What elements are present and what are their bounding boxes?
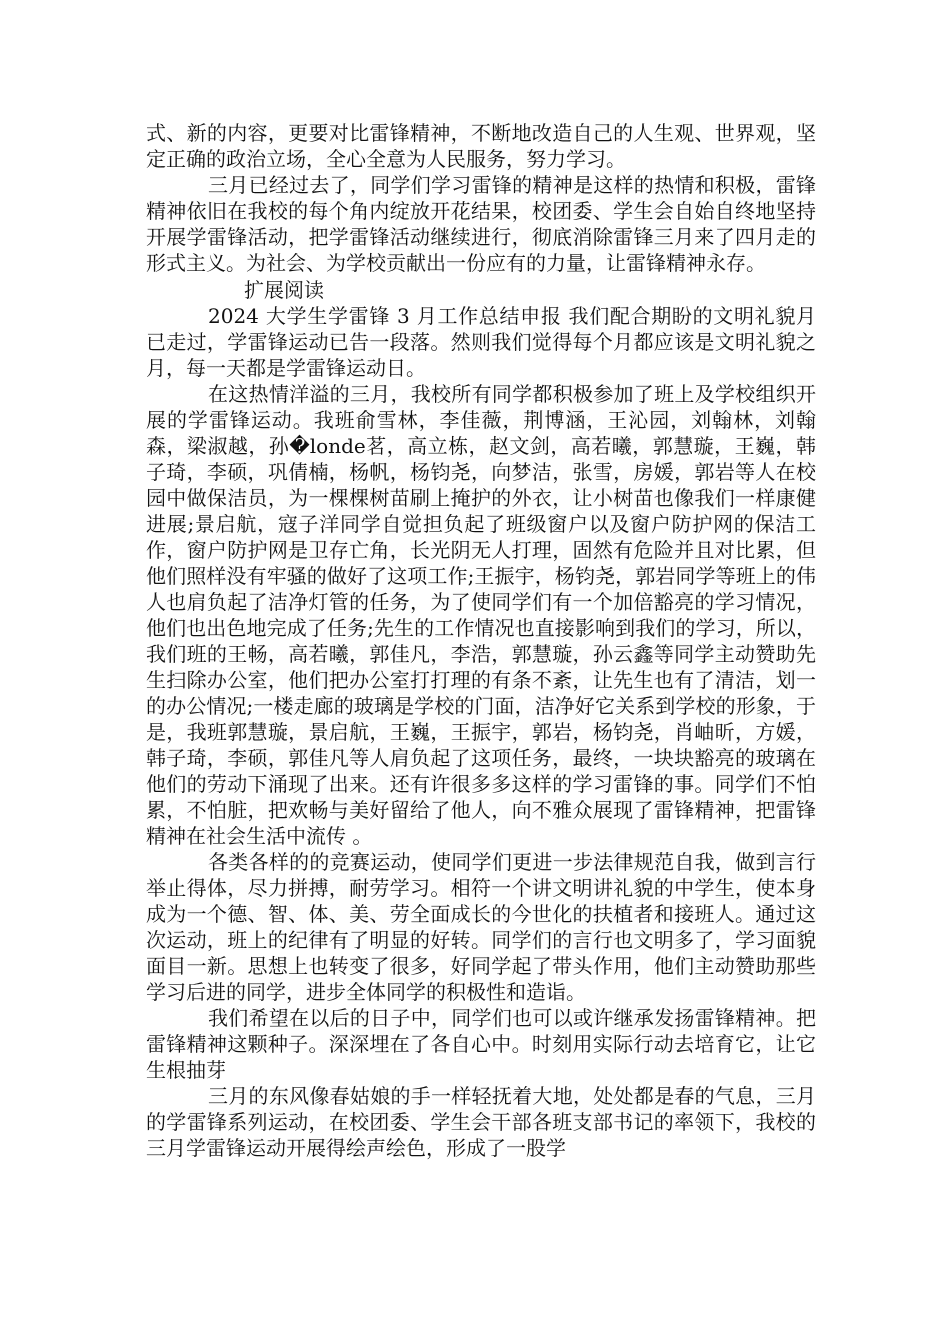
section-heading-extended-reading: 扩展阅读 [244,278,324,302]
paragraph-march-wind: 三月的东风像春姑娘的手一样轻抚着大地，处处都是春的气息，三月的学雷锋系列运动，在校团委、学生会干部各班支部书记的率领下，我校的三月学雷锋运动开展得绘声绘色，形成了一股学 [146,1084,816,1160]
document-body [146,120,816,1161]
paragraph-continuation: 式、新的内容，更要对比雷锋精神，不断地改造自己的人生观、世界观，坚定正确的政治立场，全心全意为人民服务，努力学习。 [146,121,816,171]
paragraph-class-activities: 在这热情洋溢的三月，我校所有同学都积极参加了班上及学校组织开展的学雷锋运动。我班俞雪林，李佳薇，荆博涵，王沁园，刘翰林，刘翰森，梁淑越，孙�londe茗，高立栋，赵文剑，高若曦，郭慧璇，王巍，韩子琦，李硕，巩倩楠，杨帆，杨钧尧，向梦洁，张雪，房媛，郭岩等人在校园中做保洁员，为一棵棵树苗刷上掩护的外衣，让小树苗也像我们一样康健进展;景启航，寇子洋同学自觉担负起了班级窗户以及窗户防护网的保洁工作，窗户防护网是卫存亡角，长光阴无人打理，固然有危险并且对比累，但他们照样没有牢骚的做好了这项工作;王振宇，杨钧尧，郭岩同学等班上的伟人也肩负起了洁净灯管的任务，为了使同学们有一个加倍豁亮的学习情况，他们也出色地完成了任务;先生的工作情况也直接影响到我们的学习，所以，我们班的王畅，高若曦，郭佳凡，李浩，郭慧璇，孙云鑫等同学主动赞助先生扫除办公室，他们把办公室打打理的有条不紊，让先生也有了清洁，划一的办公情况;一楼走廊的玻璃是学校的门面，洁净好它关系到学校的形象，于是，我班郭慧璇，景启航，王巍，王振宇，郭岩，杨钧尧，肖岫昕，方媛，韩子琦，李硕，郭佳凡等人肩负起了这项任务，最终，一块块豁亮的玻璃在他们的劳动下涌现了出来。还有许很多多这样的学习雷锋的事。同学们不怕累，不怕脏，把欢畅与美好留给了他人，向不雅众展现了雷锋精神，把雷锋精神在社会生活中流传 。 [146,382,816,848]
paragraph-competitions: 各类各样的的竞赛运动，使同学们更进一步法律规范自我，做到言行举止得体，尽力拼搏，耐劳学习。相符一个讲文明讲礼貌的中学生，使本身成为一个德、智、体、美、劳全面成长的今世化的扶植者和接班人。通过这次运动，班上的纪律有了明显的好转。同学们的言行也文明多了，学习面貌面目一新。思想上也转变了很多，好同学起了带头作用，他们主动赞助那些学习后进的同学，进步全体同学的积极性和造诣。 [146,850,816,1004]
paragraph-hope: 我们希望在以后的日子中，同学们也可以或许继承发扬雷锋精神。把雷锋精神这颗种子。深深埋在了各自心中。时刻用实际行动去培育它，让它生根抽芽 [146,1006,816,1082]
paragraph-conclusion: 三月已经过去了，同学们学习雷锋的精神是这样的热情和积极，雷锋精神依旧在我校的每个角内绽放开花结果，校团委、学生会自始自终地坚持开展学雷锋活动，把学雷锋活动继续进行，彻底消除雷锋三月来了四月走的形式主义。为社会、为学校贡献出一份应有的力量，让雷锋精神永存。 [146,173,816,275]
paragraph-report-intro: 2024 大学生学雷锋 3 月工作总结申报 我们配合期盼的文明礼貌月已走过，学雷锋运动已告一段落。然则我们觉得每个月都应该是文明礼貌之月，每一天都是学雷锋运动日。 [146,304,816,380]
